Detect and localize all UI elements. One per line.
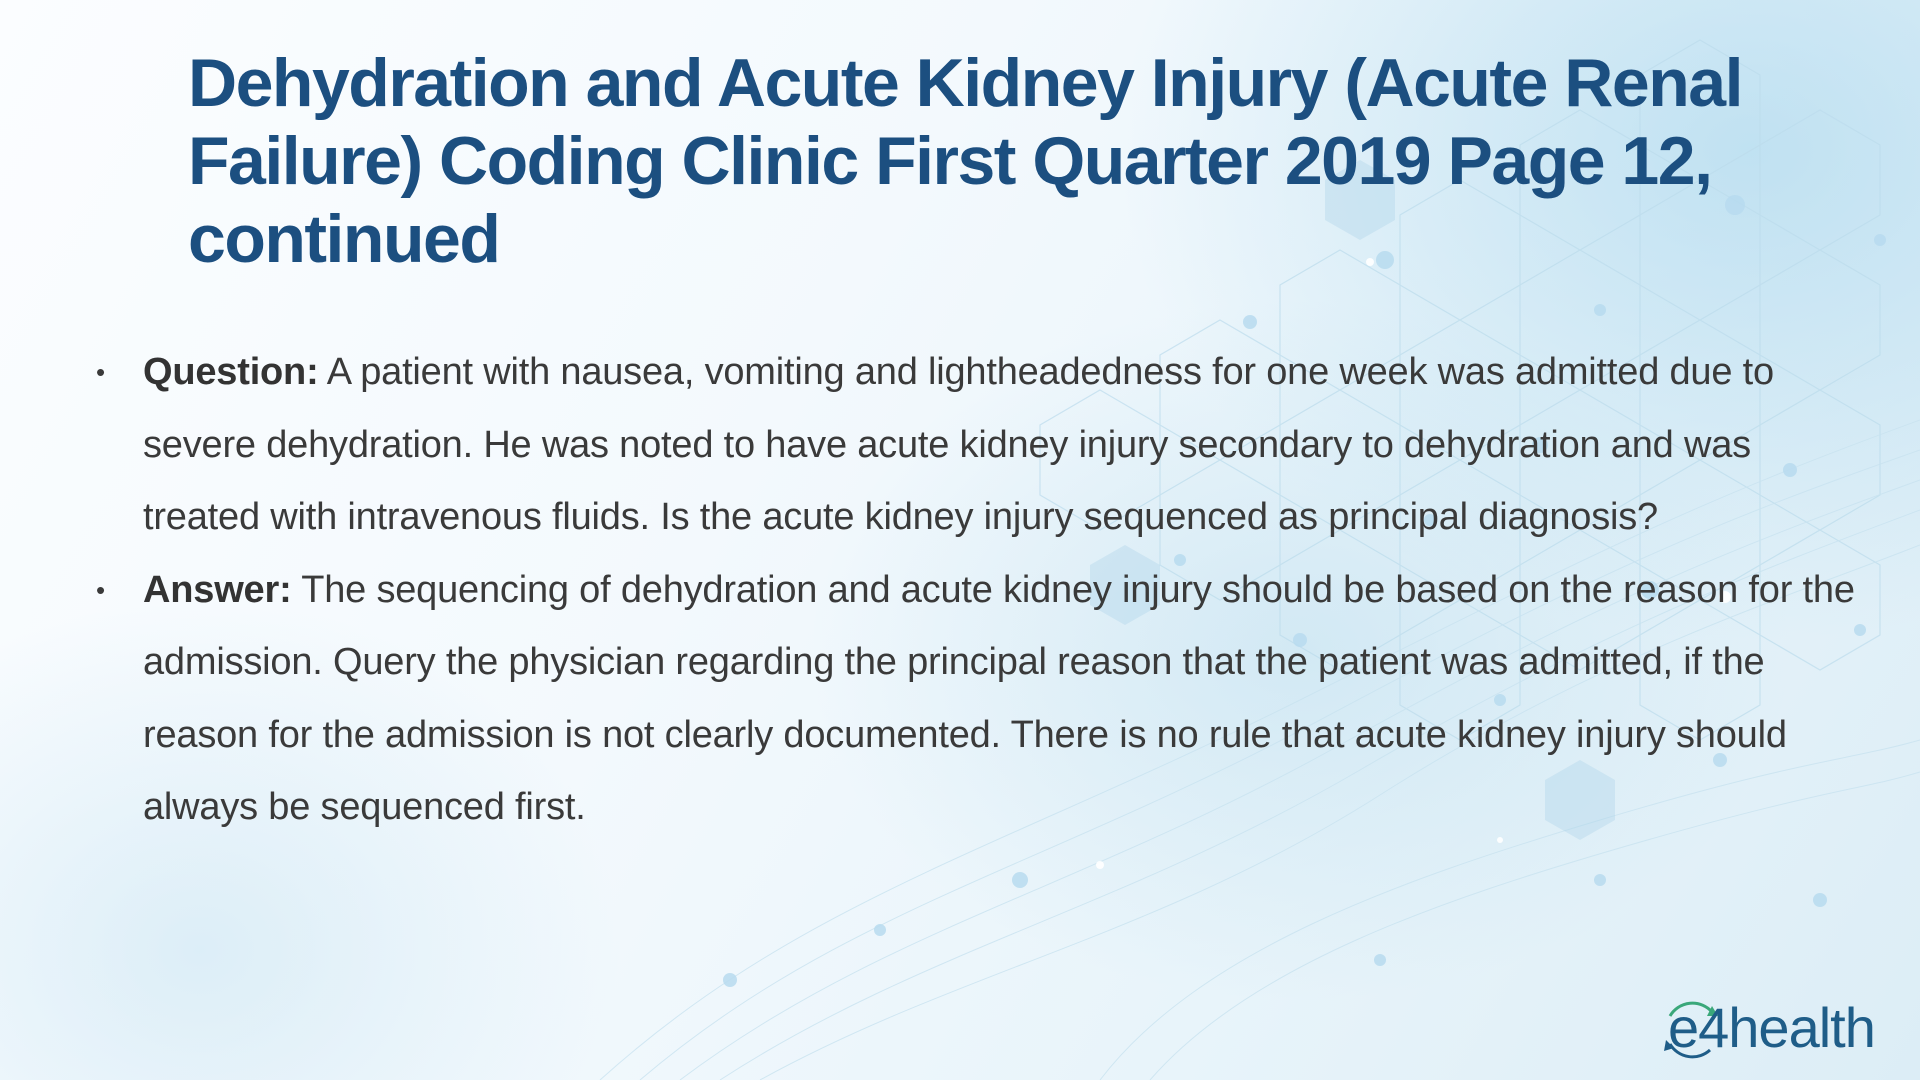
bullet-dot-icon: • bbox=[96, 357, 105, 387]
answer-label: Answer: bbox=[143, 568, 292, 611]
logo-text: e4health bbox=[1668, 996, 1875, 1059]
bullet-answer bbox=[96, 554, 1856, 844]
e4health-logo bbox=[1668, 990, 1898, 1066]
answer-text: The sequencing of dehydration and acute kidney injury should be based on the reason for the admission. Query the physician regarding the principal reason that the patient was admitted, if the reason for the admission is not clearly documented. There is no rule that acute kidney injury should always be sequenced first. bbox=[143, 568, 1855, 828]
bullet-question bbox=[96, 336, 1856, 554]
question-text: A patient with nausea, vomiting and lightheadedness for one week was admitted due to severe dehydration. He was noted to have acute kidney injury secondary to dehydration and was treated with intravenous fluids. Is the acute kidney injury sequenced as principal diagnosis? bbox=[143, 351, 1774, 538]
slide-title: Dehydration and Acute Kidney Injury (Acute Renal Failure) Coding Clinic First Quarter 2019 Page 12, continued bbox=[188, 45, 1742, 277]
bullet-list bbox=[96, 336, 1856, 844]
bullet-dot-icon: • bbox=[96, 574, 105, 605]
question-label: Question: bbox=[143, 351, 319, 393]
